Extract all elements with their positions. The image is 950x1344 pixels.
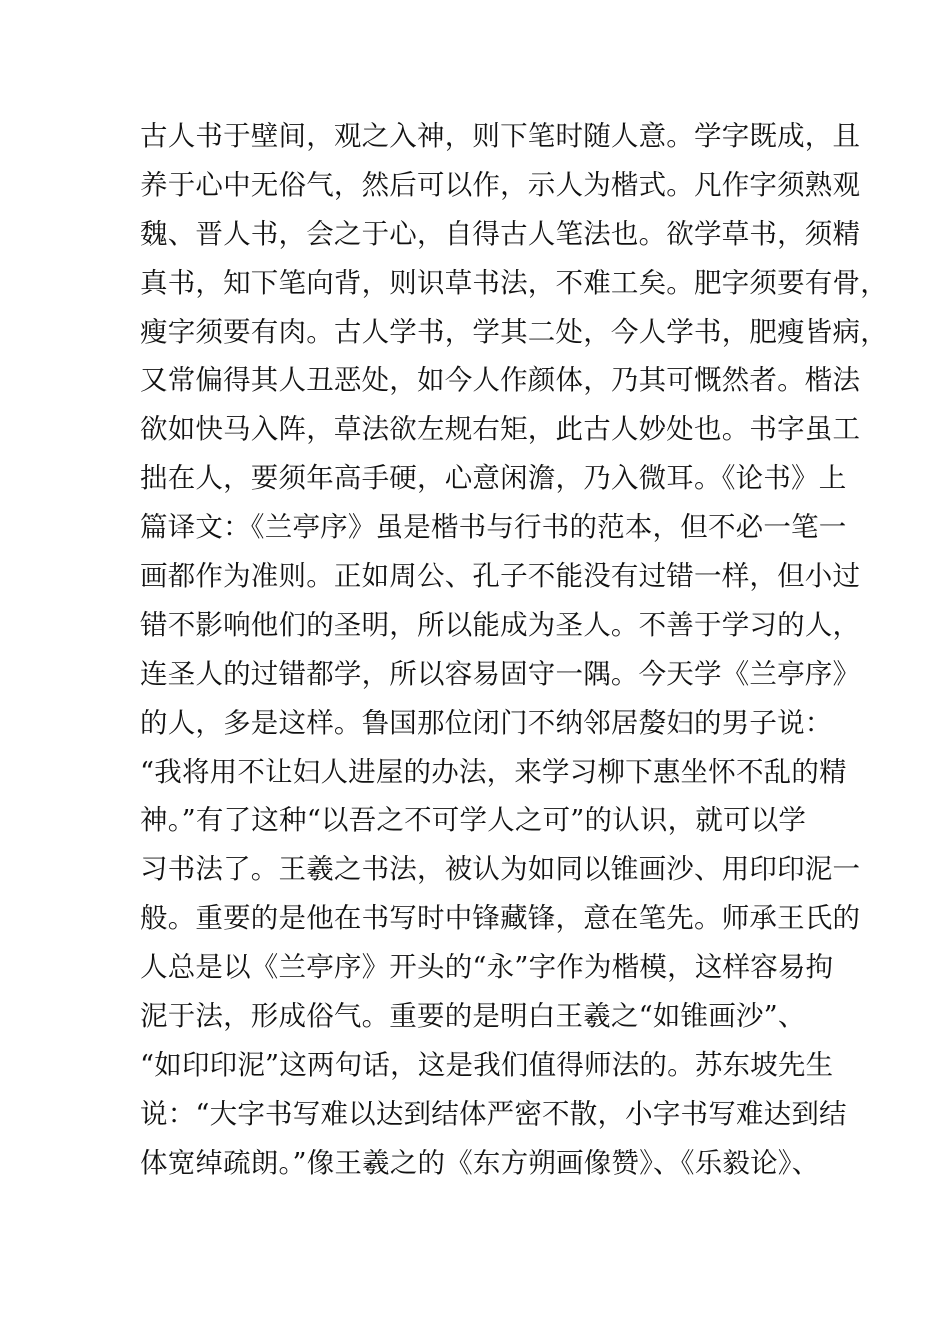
- text-line: 说：“大字书写难以达到结体严密不散，小字书写难达到结: [140, 1097, 847, 1130]
- text-line: 错不影响他们的圣明，所以能成为圣人。不善于学习的人，: [140, 608, 861, 641]
- text-line: 篇译文：《兰亭序》虽是楷书与行书的范本，但不必一笔一: [140, 511, 847, 544]
- text-line: 魏、晋人书，会之于心，自得古人笔法也。欲学草书，须精: [140, 217, 861, 250]
- text-line: 体宽绰疏朗。”像王羲之的《东方朔画像赞》、《乐毅论》、: [140, 1146, 820, 1179]
- text-line: “我将用不让妇人进屋的办法，来学习柳下惠坐怀不乱的精: [140, 755, 847, 788]
- text-line: 泥于法，形成俗气。重要的是明白王羲之“如锥画沙”、: [140, 1000, 806, 1033]
- text-line: 拙在人，要须年高手硬，心意闲澹，乃入微耳。《论书》上: [140, 462, 847, 495]
- text-line: 画都作为准则。正如周公、孔子不能没有过错一样，但小过: [140, 560, 861, 593]
- text-line: 连圣人的过错都学，所以容易固守一隅。今天学《兰亭序》: [140, 657, 861, 690]
- text-line: 般。重要的是他在书写时中锋藏锋，意在笔先。师承王氏的: [140, 902, 861, 935]
- text-line: 养于心中无俗气，然后可以作，示人为楷式。凡作字须熟观: [140, 168, 861, 201]
- text-line: 真书，知下笔向背，则识草书法，不难工矣。肥字须要有骨，: [140, 266, 888, 299]
- text-line: 古人书于壁间，观之入神，则下笔时随人意。学字既成，且: [140, 120, 861, 152]
- text-line: 神。”有了这种“以吾之不可学人之可”的认识，就可以学: [140, 804, 807, 837]
- text-line: 又常偏得其人丑恶处，如今人作颜体，乃其可慨然者。楷法: [140, 364, 861, 397]
- text-line: 瘦字须要有肉。古人学书，学其二处，今人学书，肥瘦皆病，: [140, 315, 888, 348]
- text-line: “如印印泥”这两句话，这是我们值得师法的。苏东坡先生: [140, 1048, 834, 1081]
- text-line: 习书法了。王羲之书法，被认为如同以锥画沙、用印印泥一: [140, 853, 861, 886]
- text-line: 人总是以《兰亭序》开头的“永”字作为楷模，这样容易拘: [140, 951, 834, 984]
- text-line: 欲如快马入阵，草法欲左规右矩，此古人妙处也。书字虽工: [140, 413, 861, 446]
- body-text: [140, 112, 888, 1188]
- text-line: 的人，多是这样。鲁国那位闭门不纳邻居嫠妇的男子说：: [140, 706, 833, 739]
